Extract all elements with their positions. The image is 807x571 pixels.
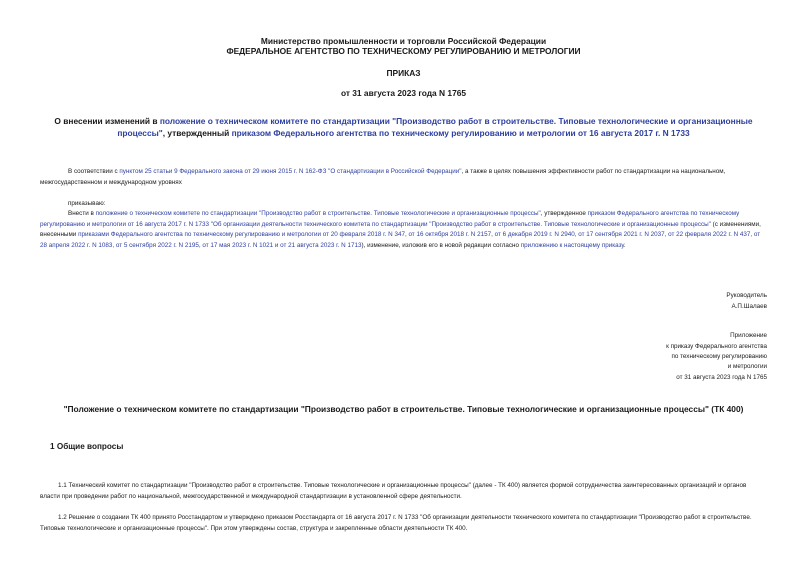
signature-position: Руководитель: [726, 292, 767, 299]
order-paragraph: [40, 209, 767, 251]
order-link-order-1733[interactable]: приказом Федерального агентства по техническому регулированию и метрологии от 16 августа 2017 г. N 1733 "Об организации деятельности технического комитета по стандартизации "Производство работ в строительстве. Типовые технологические и организационные процессы": [40, 210, 740, 228]
order-link-regulation[interactable]: положение о техническом комитете по стандартизации "Производство работ в строительстве. Типовые технологические и организационные процессы": [95, 210, 541, 217]
preamble-end: , а также в целях повышения эффективности работ по стандартизации на национальном, межгосударственном и международном уровнях: [40, 168, 726, 186]
title-prefix: О внесении изменений в: [54, 116, 160, 126]
order-s4: ), изменение, изложив его в новой редакции согласно: [361, 241, 521, 249]
title-middle: , утвержденный: [162, 127, 232, 138]
preamble-start: В соответствии с: [68, 168, 120, 175]
signature-name: А.П.Шалаев: [731, 303, 767, 310]
preamble-link-law[interactable]: пунктом 25 статьи 9 Федерального закона от 29 июня 2015 г. N 162-ФЗ "О стандартизации в Российской Федерации": [119, 168, 462, 175]
order-s3: (с изменениями, внесенными: [40, 220, 761, 239]
title-link-order-1733[interactable]: приказом Федерального агентства по техническому регулированию и метрологии от 16 августа 2017 г. N 1733: [231, 127, 690, 138]
appendix-line-4: и метрологии: [727, 363, 767, 370]
doc-date-number: от 31 августа 2023 года N 1765: [340, 88, 467, 98]
appendix-line-3: по техническому регулированию: [671, 353, 767, 360]
appendix-line-5: от 31 августа 2023 года N 1765: [676, 374, 767, 381]
order-s1: Внести в: [68, 210, 96, 217]
order-s5: .: [623, 241, 626, 249]
doc-type: ПРИКАЗ: [386, 68, 421, 78]
agency-name: ФЕДЕРАЛЬНОЕ АГЕНТСТВО ПО ТЕХНИЧЕСКОМУ РЕГУЛИРОВАНИЮ И МЕТРОЛОГИИ: [226, 46, 581, 56]
title-link-regulation[interactable]: положение о техническом комитете по стандартизации "Производство работ в строительстве. Типовые технологические и организационные процессы": [117, 116, 753, 138]
appendix-line-1: Приложение: [730, 332, 767, 339]
section-1-heading: 1 Общие вопросы: [50, 442, 124, 451]
order-s2: , утвержденное: [540, 210, 588, 217]
preamble-paragraph: [40, 167, 767, 188]
ministry-name: Министерство промышленности и торговли Российской Федерации: [260, 36, 547, 46]
order-title: [40, 116, 767, 139]
paragraph-1-1: 1.1 Технический комитет по стандартизации "Производство работ в строительстве. Типовые технологические и организационные процессы" (далее - ТК 400) является формой сотрудничества заинтересованных организаций и органов власти при проведении работ по национальной, межгосударственной и международной стандартизации в установленной сфере деятельности.: [40, 482, 747, 500]
paragraph-1-2: 1.2 Решение о создании ТК 400 принято Росстандартом и утверждено приказом Росстандарта от 16 августа 2017 г. N 1733 "Об организации деятельности технического комитета по стандартизации "Производство работ в строительстве. Типовые технологические и организационные процессы". При этом утверждены состав, структура и закрепленные области деятельности ТК 400.: [40, 514, 752, 532]
order-link-amendments[interactable]: приказами Федерального агентства по техническому регулированию и метрологии от 20 февраля 2018 г. N 347, от 16 октября 2018 г. N 2157, от 6 декабря 2019 г. N 2940, от 17 сентября 2021 г. N 2037, от 22 февраля 2022 г. N 437, от 28 апреля 2022 г. N 1083, от 5 сентября 2022 г. N 2195, от 17 мая 2023 г. N 1021 и от 21 августа 2023 г. N 1713: [40, 231, 761, 249]
regulation-title: "Положение о техническом комитете по стандартизации "Производство работ в строительстве. Типовые технологические и организационные процессы" (ТК 400): [63, 404, 744, 414]
order-link-appendix[interactable]: приложению к настоящему приказу: [520, 241, 624, 249]
order-word: приказываю:: [68, 200, 106, 207]
appendix-line-2: к приказу Федерального агентства: [666, 343, 767, 350]
